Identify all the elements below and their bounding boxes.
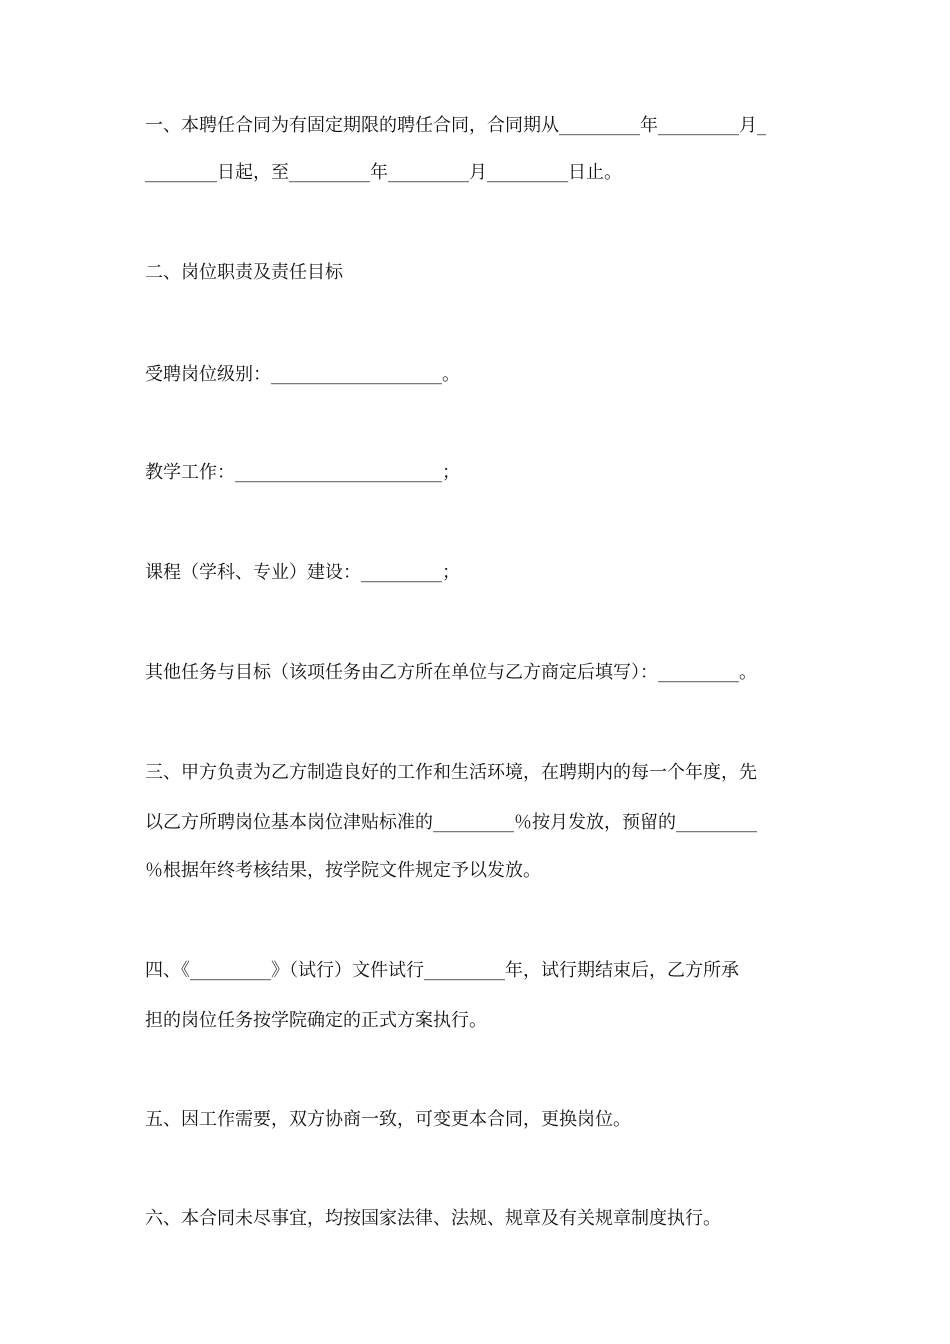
course-construction-line: 课程（学科、专业）建设：_________； xyxy=(145,562,460,583)
post-level-line: 受聘岗位级别：___________________。 xyxy=(145,364,460,385)
clause-4-line-1: 四、《_________》（试行）文件试行_________年，试行期结束后，乙方所承 xyxy=(145,960,739,981)
clause-2-heading: 二、岗位职责及责任目标 xyxy=(145,262,343,283)
clause-6-line: 六、本合同未尽事宜，均按国家法律、法规、规章及有关规章制度执行。 xyxy=(145,1208,721,1229)
clause-5-line: 五、因工作需要，双方协商一致，可变更本合同，更换岗位。 xyxy=(145,1109,631,1130)
clause-1-line-2: ________日起，至_________年_________月_________日止。 xyxy=(145,162,622,183)
clause-3-line-3: ％根据年终考核结果，按学院文件规定予以发放。 xyxy=(145,860,541,881)
clause-3-line-1: 三、甲方负责为乙方制造良好的工作和生活环境，在聘期内的每一个年度，先 xyxy=(145,762,757,783)
teaching-work-line: 教学工作：_______________________； xyxy=(145,462,460,483)
clause-3-line-2: 以乙方所聘岗位基本岗位津贴标准的_________％按月发放，预留的_________ xyxy=(145,812,757,833)
clause-1-line-1: 一、本聘任合同为有固定期限的聘任合同，合同期从_________年_________月_ xyxy=(145,115,766,136)
clause-4-line-2: 担的岗位任务按学院确定的正式方案执行。 xyxy=(145,1010,487,1031)
other-tasks-line: 其他任务与目标（该项任务由乙方所在单位与乙方商定后填写）：_________。 xyxy=(145,662,757,683)
